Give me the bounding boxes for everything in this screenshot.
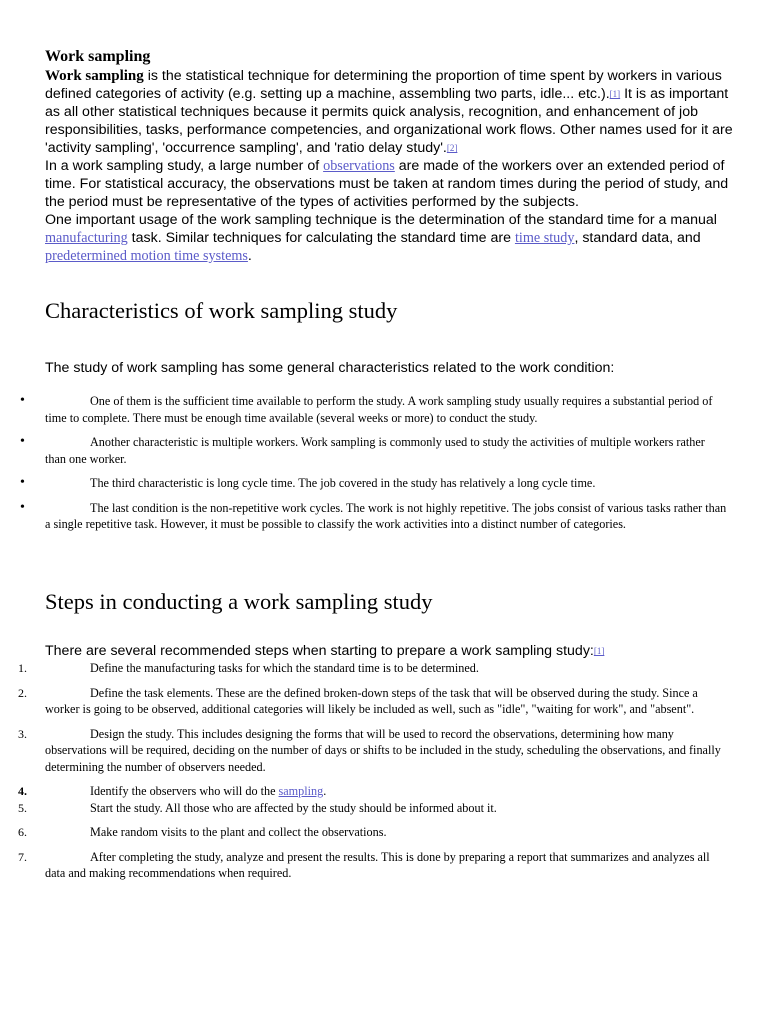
sampling-link[interactable]: sampling (278, 784, 324, 798)
citation-link-2[interactable]: [2] (446, 143, 458, 153)
term-bold: Work sampling (45, 68, 144, 84)
list-item: • Another characteristic is multiple workers. Work sampling is commonly used to study the activities of multiple workers rather than one worker. (20, 434, 705, 466)
list-item: 2. Define the task elements. These are the defined broken-down steps of the task that will be observed during the study. Since a worker is going to be observed, additional categories will likely be included as well, such as "idle", "waiting for work", and "absent". (18, 685, 698, 716)
steps-heading: Steps in conducting a work sampling study (45, 589, 433, 614)
list-item: 5. Start the study. All those who are affected by the study should be informed about it. (18, 800, 497, 815)
list-item: 7. After completing the study, analyze and present the results. This is done by preparing a report that summarizes and analyzes all data and making recommendations when required. (18, 849, 710, 880)
list-item: • The third characteristic is long cycle time. The job covered in the study has relatively a long cycle time. (20, 475, 596, 490)
list-item: • One of them is the sufficient time available to perform the study. A work sampling study usually requires a substantial period of time to complete. There must be enough time available (several weeks or more) to conduct the study. (20, 393, 713, 425)
steps-list (0, 660, 768, 890)
citation-link-1[interactable]: [1] (609, 89, 621, 99)
pmts-link[interactable]: predetermined motion time systems (45, 248, 248, 264)
characteristics-heading: Characteristics of work sampling study (45, 298, 398, 323)
manufacturing-link[interactable]: manufacturing (45, 230, 128, 246)
list-item: 4. Identify the observers who will do the sampling. (18, 784, 327, 798)
list-item: 6. Make random visits to the plant and collect the observations. (18, 825, 387, 839)
list-item: 1. Define the manufacturing tasks for which the standard time is to be determined. (18, 661, 479, 675)
characteristics-lead: The study of work sampling has some general characteristics related to the work condition: (45, 360, 615, 376)
intro-paragraph-1: Work sampling is the statistical technique for determining the proportion of time spent by workers in various defined categories of activity (e.g. setting up a machine, assembling two parts, idle... etc.).[1] It is as important as all other statistical techniques because it permits quick analysis, recognition, and enhancement of job responsibilities, tasks, performance competencies, and organizational work flows. Other names used for it are 'activity sampling', 'occurrence sampling', and 'ratio delay study'.[2] (45, 68, 733, 156)
intro-paragraph-2: In a work sampling study, a large number of observations are made of the workers over an extended period of time. For statistical accuracy, the observations must be taken at random times during the period of study, and the period must be representative of the types of activities performed by the subjects. (45, 158, 729, 210)
list-item: • The last condition is the non-repetitive work cycles. The work is not highly repetitive. The jobs consist of various tasks rather than a single repetitive task. However, it must be possible to classify the work activities into a distinct number of categories. (20, 499, 727, 531)
list-item: 3. Design the study. This includes designing the forms that will be used to record the observations, determining how many observations will be required, deciding on the number of days or shifts to be included in the study, scheduling the observations, and finally determining the number of observers needed. (18, 726, 721, 774)
observations-link[interactable]: observations (323, 158, 395, 174)
steps-citation-link[interactable]: [1] (593, 646, 605, 656)
intro-paragraph-3: One important usage of the work sampling technique is the determination of the standard time for a manual manufacturing task. Similar techniques for calculating the standard time are time study, standard data, and predetermined motion time systems. (45, 212, 717, 264)
characteristics-list (0, 393, 768, 541)
time-study-link[interactable]: time study (514, 230, 575, 246)
steps-lead: There are several recommended steps when starting to prepare a work sampling study:[1] (45, 643, 605, 659)
intro-text (45, 67, 735, 265)
section-title: Work sampling (45, 48, 151, 65)
